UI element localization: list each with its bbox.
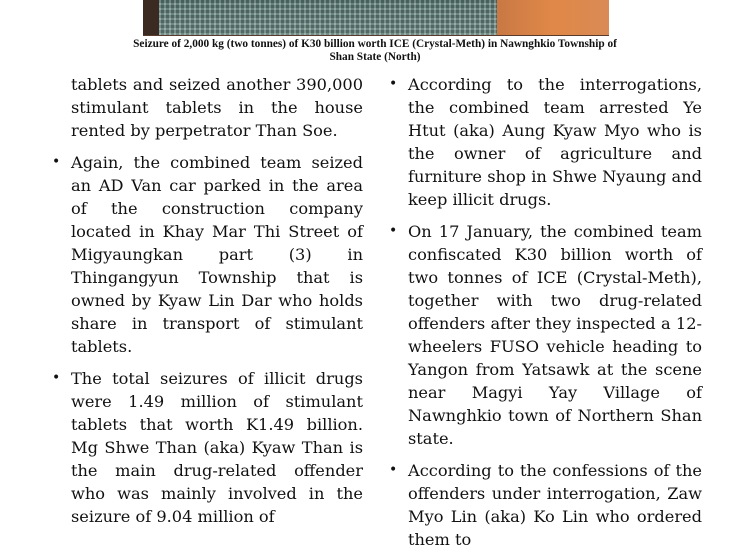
list-item-text: On 17 January, the combined team confiscated K30 billion worth of two tonnes of ICE (Crystal-Meth), together with two drug-related offenders after they inspected a 12-wheelers FUSO vehicle heading to Yangon from Yatsawk at the scene near Magyi Yay Village of Nawnghkio town of Northern Shan state. [408,222,702,448]
list-item [389,73,702,211]
list-item-text: Again, the combined team seized an AD Van car parked in the area of the construction company located in Khay Mar Thi Street of Migyaungkan part (3) in Thingangyun Township that is owned by Kyaw Lin Dar who holds share in transport of stimulant tablets. [71,153,363,356]
list-item-text: The total seizures of illicit drugs were 1.49 million of stimulant tablets that worth K1.49 billion. Mg Shwe Than (aka) Kyaw Than is the main drug-related offender who was mainly involved in the seizure of 9.04 million of [71,369,363,526]
list-item-text: According to the interrogations, the combined team arrested Ye Htut (aka) Aung Kyaw Myo who is the owner of agriculture and furniture shop in Shwe Nyaung and keep illicit drugs. [408,75,702,209]
bullet-icon: • [389,462,398,478]
bullet-icon: • [389,223,398,239]
left-column [52,73,363,528]
bullet-icon: • [52,154,61,170]
bullet-icon: • [389,76,398,92]
list-item [389,459,702,551]
list-item [52,151,363,358]
list-item [52,367,363,528]
list-item-text: According to the confessions of the offenders under interrogation, Zaw Myo Lin (aka) Ko Lin who ordered them to [408,461,702,549]
right-column [389,73,702,551]
left-bullet-list [52,151,363,528]
photo-left-shadow [143,0,159,35]
continuation-paragraph: tablets and seized another 390,000 stimulant tablets in the house rented by perpetrator Than Soe. [71,75,363,140]
drug-seizure-photo [143,0,609,36]
photo-floor [497,0,609,35]
photo-drug-packages [159,0,497,35]
list-item [389,220,702,450]
right-bullet-list [389,73,702,551]
photo-caption: Seizure of 2,000 kg (two tonnes) of K30 billion worth ICE (Crystal-Meth) in Nawnghkio Township of Shan State (North) [133,38,617,63]
bullet-icon: • [52,370,61,386]
